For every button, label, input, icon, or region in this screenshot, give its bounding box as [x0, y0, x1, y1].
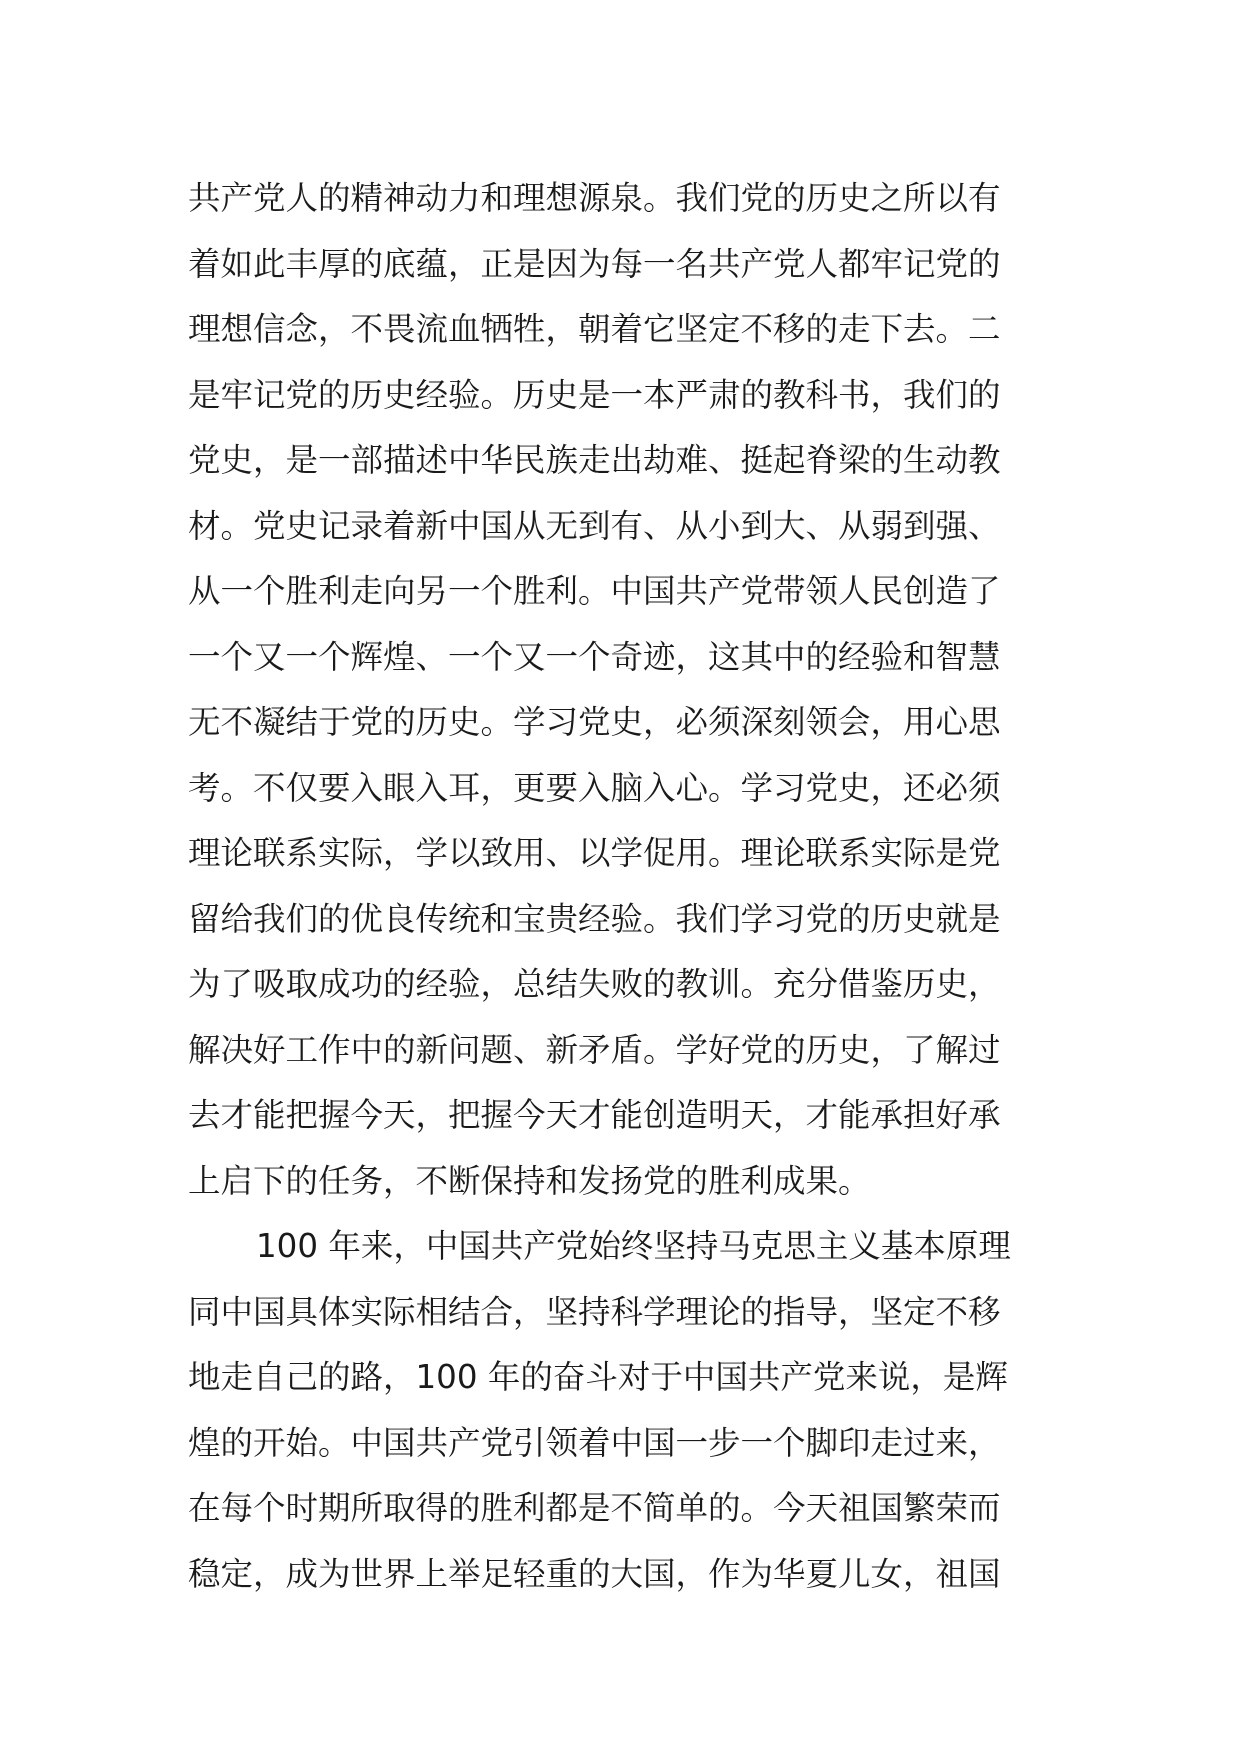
- text-line: 从一个胜利走向另一个胜利。中国共产党带领人民创造了: [188, 572, 1001, 610]
- text-line: 党史，是一部描述中华民族走出劫难、挺起脊梁的生动教: [188, 441, 1001, 479]
- body-text: [188, 166, 1058, 1607]
- text-line: 考。不仅要入眼入耳，更要入脑入心。学习党史，还必须: [188, 768, 1001, 807]
- text-line: 在每个时期所取得的胜利都是不简单的。今天祖国繁荣而: [188, 1489, 1001, 1527]
- text-line: 同中国具体实际相结合，坚持科学理论的指导，坚定不移: [188, 1292, 1001, 1331]
- paragraph-first-line: 100 年来，中国共产党始终坚持马克思主义基本原理: [256, 1227, 1011, 1265]
- text-line: 煌的开始。中国共产党引领着中国一步一个脚印走过来，: [188, 1423, 1001, 1462]
- text-line: 理想信念，不畏流血牺牲，朝着它坚定不移的走下去。二: [188, 310, 1001, 348]
- text-line: 共产党人的精神动力和理想源泉。我们党的历史之所以有: [188, 179, 1001, 217]
- text-line: 解决好工作中的新问题、新矛盾。学好党的历史，了解过: [188, 1030, 1001, 1069]
- text-line: 上启下的任务，不断保持和发扬党的胜利成果。: [188, 1161, 871, 1200]
- text-line: 理论联系实际，学以致用、以学促用。理论联系实际是党: [188, 834, 1001, 872]
- text-line: 材。党史记录着新中国从无到有、从小到大、从弱到强、: [188, 506, 1001, 545]
- text-line: 稳定，成为世界上举足轻重的大国，作为华夏儿女，祖国: [188, 1554, 1001, 1593]
- text-line: 留给我们的优良传统和宝贵经验。我们学习党的历史就是: [188, 899, 1001, 938]
- text-line: 为了吸取成功的经验，总结失败的教训。充分借鉴历史，: [188, 965, 1001, 1003]
- text-line: 是牢记党的历史经验。历史是一本严肃的教科书，我们的: [188, 375, 1001, 414]
- text-line: 着如此丰厚的底蕴，正是因为每一名共产党人都牢记党的: [188, 244, 1001, 283]
- text-line: 一个又一个辉煌、一个又一个奇迹，这其中的经验和智慧: [188, 637, 1001, 676]
- text-line: 无不凝结于党的历史。学习党史，必须深刻领会，用心思: [188, 703, 1001, 741]
- text-line: 地走自己的路，100 年的奋斗对于中国共产党来说，是辉: [188, 1358, 1008, 1396]
- text-line: 去才能把握今天，把握今天才能创造明天，才能承担好承: [188, 1096, 1001, 1134]
